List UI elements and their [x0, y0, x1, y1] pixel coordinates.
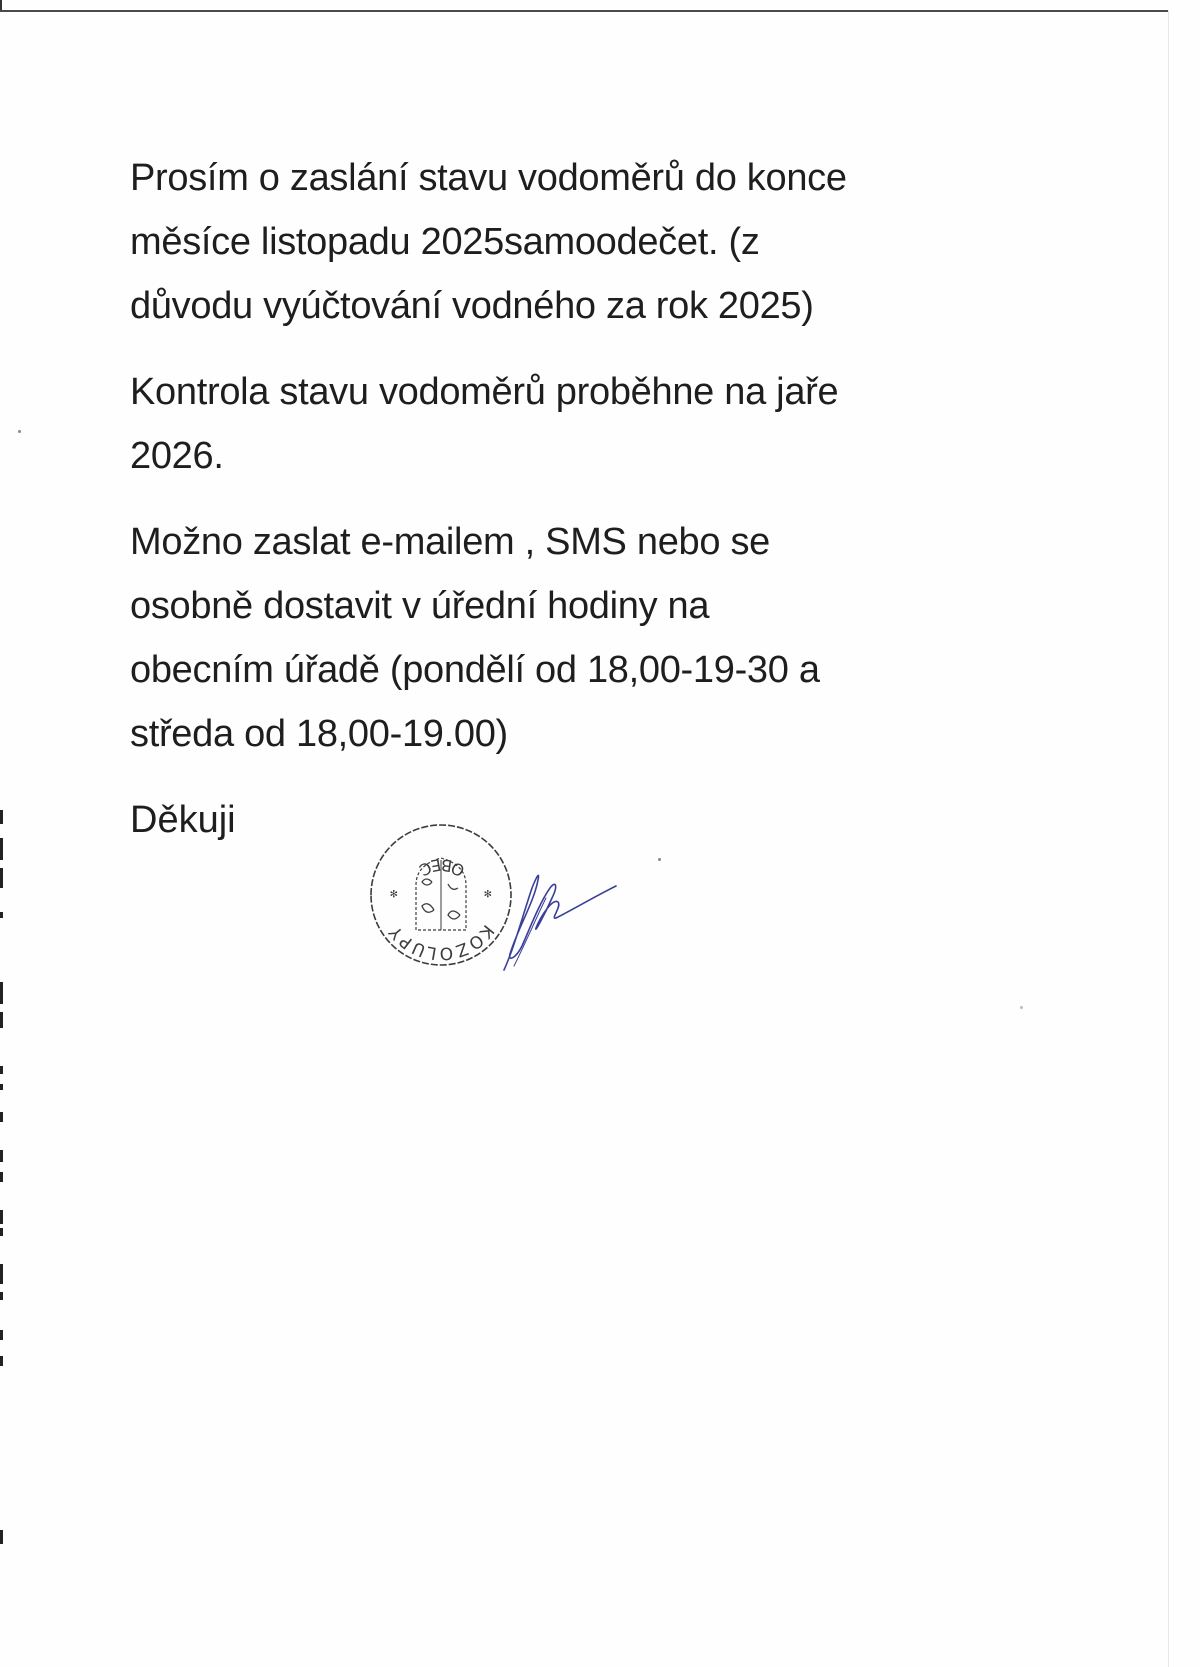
svg-text:✻: ✻ — [389, 887, 398, 898]
page-right-edge — [1168, 10, 1169, 1667]
paragraph-inspection — [130, 360, 1030, 488]
handwritten-signature — [500, 858, 620, 978]
text-line: Možno zaslat e-mailem , SMS nebo se — [130, 521, 770, 563]
official-stamp — [366, 820, 516, 970]
paragraph-contact-options — [130, 510, 1030, 766]
text-line: Prosím o zaslání stavu vodoměrů do konce — [130, 157, 847, 199]
svg-text:OBEC: OBEC — [414, 854, 468, 881]
text-line: obecním úřadě (pondělí od 18,00-19-30 a — [130, 649, 820, 691]
paragraph-request — [130, 146, 1030, 338]
text-line: Kontrola stavu vodoměrů proběhne na jaře — [130, 371, 839, 413]
text-line: důvodu vyúčtování vodného za rok 2025) — [130, 285, 814, 327]
signature-stroke-icon — [500, 858, 620, 978]
text-line: 2026. — [130, 435, 224, 477]
svg-text:✻: ✻ — [483, 887, 492, 898]
stamp-seal-icon — [366, 820, 516, 970]
letter-body — [130, 146, 1030, 852]
svg-text:KOZOLUPY: KOZOLUPY — [384, 920, 498, 964]
closing-thanks: Děkuji — [130, 799, 236, 841]
scan-speck — [1020, 1006, 1023, 1009]
scan-speck — [658, 858, 661, 861]
text-line: osobně dostavit v úřední hodiny na — [130, 585, 710, 627]
scan-speck — [18, 430, 21, 433]
left-margin-scan-marks — [0, 0, 4, 1667]
text-line: středa od 18,00-19.00) — [130, 713, 508, 755]
text-line: měsíce listopadu 2025samoodečet. (z — [130, 221, 760, 263]
page-top-edge — [0, 10, 1168, 12]
